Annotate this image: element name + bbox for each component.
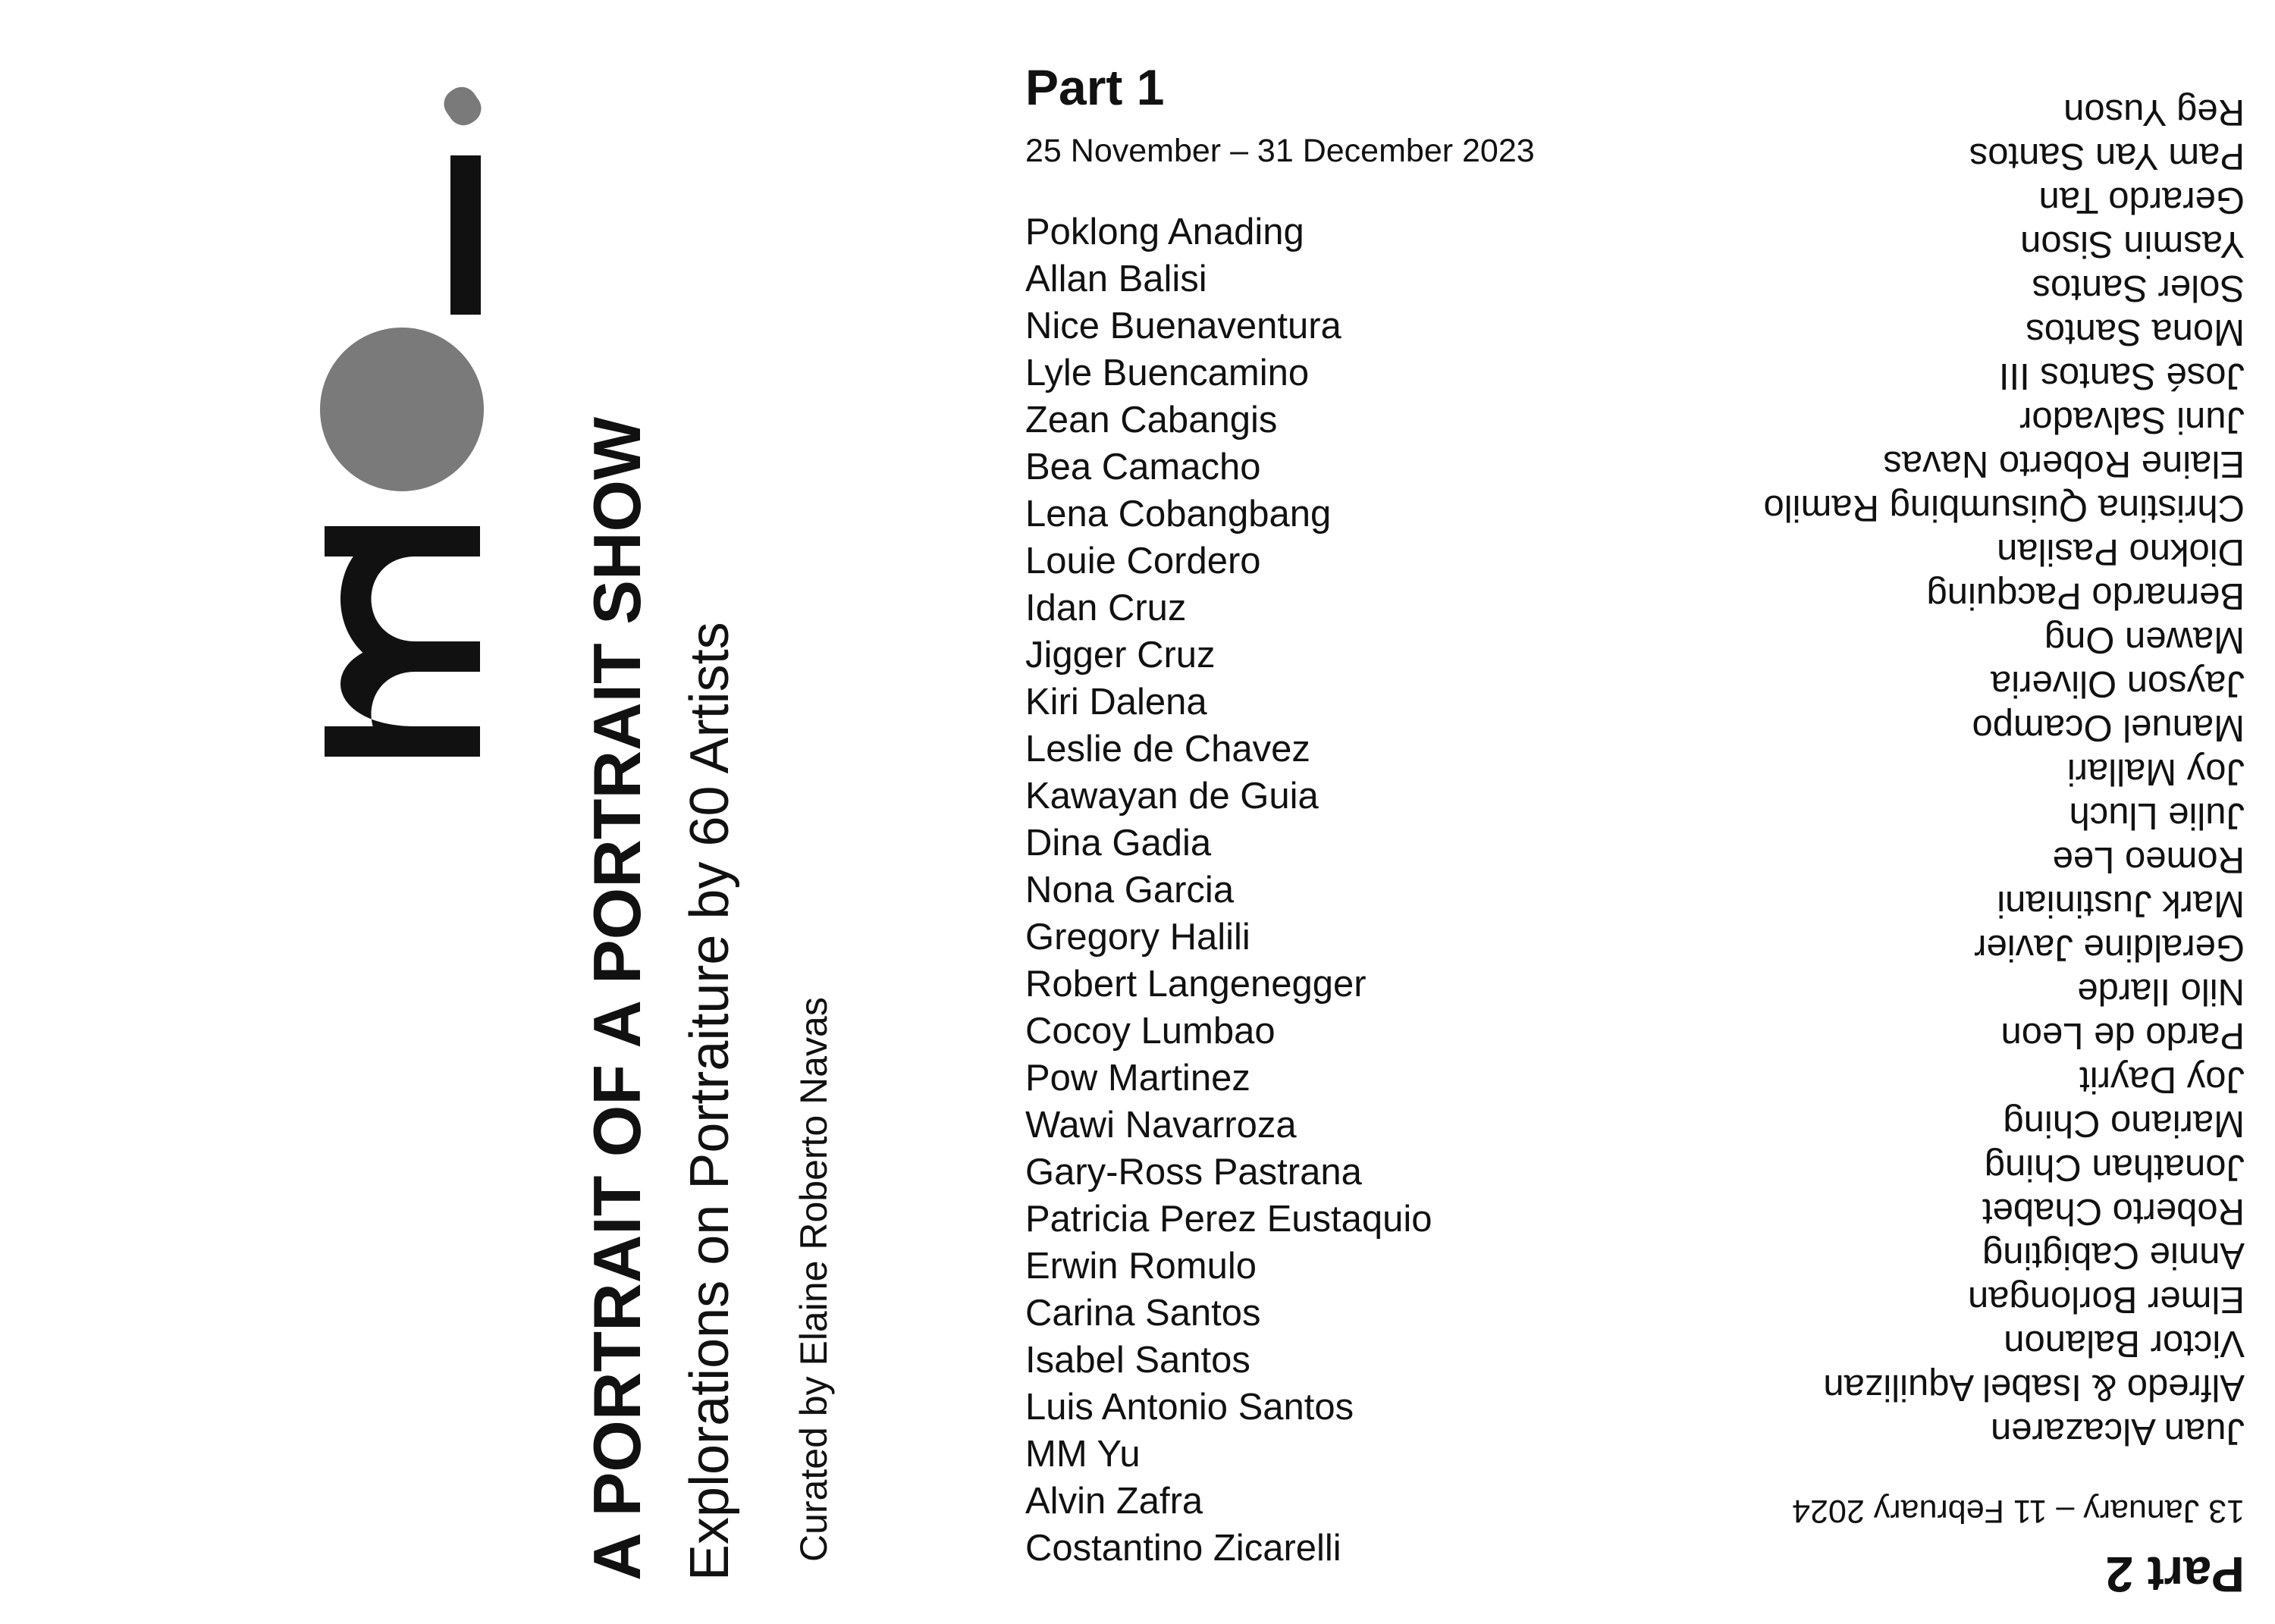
artist-name: Leslie de Chavez [1025,729,1310,770]
artist-name: Roberto Chabet [1982,1191,2245,1232]
artist-name: Carina Santos [1025,1293,1261,1334]
part2-heading: Part 2 [2105,1547,2245,1603]
artist-name: Soler Santos [2032,268,2245,309]
artist-name: Alfredo & Isabel Aquilizan [1823,1367,2245,1408]
artist-name: Jigger Cruz [1025,635,1216,676]
artist-name: Bernardo Pacquing [1926,575,2245,616]
artist-name: Gregory Halili [1025,917,1250,958]
artist-name: Nona Garcia [1025,870,1235,911]
part1-section [1025,59,1602,1572]
curator-credit: Curated by Elaine Roberto Navas [792,997,835,1562]
artist-name: José Santos III [1998,356,2245,397]
show-subtitle: Explorations on Portraiture by 60 Artists [679,622,740,1581]
artist-name: Romeo Lee [2052,839,2245,880]
logo-i-stem [450,155,481,315]
artist-name: Pow Martinez [1025,1058,1250,1099]
artist-name: Juni Salvador [2019,400,2245,440]
logo-m-letter [325,526,480,757]
show-title: A PORTRAIT OF A PORTRAIT SHOW [579,416,654,1581]
artist-name: Christina Quisumbing Ramilo [1763,488,2245,528]
artist-name: Julie Lluch [2069,795,2245,836]
part2-section [1577,61,2245,1603]
artist-name: Lyle Buencamino [1025,353,1310,393]
artist-name: Pam Yan Santos [1969,136,2245,177]
artist-name: Alvin Zafra [1025,1481,1203,1522]
artist-name: Victor Balanon [2004,1323,2245,1364]
artist-name: Costantino Zicarelli [1025,1528,1341,1569]
artist-name: Kiri Dalena [1025,682,1207,723]
artist-name: Bea Camacho [1025,447,1261,488]
artist-name: Zean Cabangis [1025,400,1278,440]
artist-name: Lena Cobangbang [1025,494,1332,535]
artist-name: Diokno Pasilan [1997,531,2245,572]
artist-name: Manuel Ocampo [1972,707,2245,748]
part2-dates: 13 January – 11 February 2024 [1792,1493,2245,1529]
artist-name: Annie Cabigting [1982,1235,2245,1276]
artist-name: Nilo Ilarde [2077,971,2245,1012]
artist-name: Joy Mallari [2066,751,2245,792]
artist-name: Erwin Romulo [1025,1246,1257,1287]
artist-name: Elmer Borlongan [1968,1279,2245,1320]
artist-name: Mariano Ching [2003,1103,2245,1144]
part2-artist-list [1577,90,2245,1453]
artist-name: Geraldine Javier [1974,927,2245,968]
artist-name: Poklong Anading [1025,212,1304,252]
artist-name: Wawi Navarroza [1025,1105,1297,1146]
part1-heading: Part 1 [1025,59,1165,115]
artist-name: Robert Langenegger [1025,964,1367,1005]
artist-name: Luis Antonio Santos [1025,1387,1354,1428]
artist-name: MM Yu [1025,1434,1141,1475]
artist-name: Isabel Santos [1025,1340,1250,1381]
artist-name: Allan Balisi [1025,259,1207,299]
artist-name: Reg Yuson [2063,92,2245,133]
artist-name: Nice Buenaventura [1025,306,1341,346]
artist-name: Louie Cordero [1025,541,1261,582]
artist-name: Cocoy Lumbao [1025,1011,1276,1052]
artist-name: Elaine Roberto Navas [1883,444,2245,484]
artist-name: Mona Santos [2026,312,2245,353]
artist-name: Joy Dayrit [2079,1059,2245,1100]
artist-name: Patricia Perez Eustaquio [1025,1199,1432,1240]
part1-dates: 25 November – 31 December 2023 [1025,133,1535,169]
artist-name: Jayson Oliveria [1991,663,2245,704]
artist-name: Jonathan Ching [1984,1147,2245,1188]
part1-artist-list [1025,208,1602,1572]
artist-name: Yasmin Sison [2020,224,2245,265]
artist-name: Gerardo Tan [2038,180,2245,221]
artist-name: Idan Cruz [1025,588,1187,629]
logo-i-dot [438,81,488,131]
artist-name: Mawen Ong [2044,619,2245,660]
artist-name: Kawayan de Guia [1025,776,1319,817]
artist-name: Dina Gadia [1025,823,1212,864]
artist-name: Mark Justiniani [1997,883,2245,924]
logo-dot [320,328,484,491]
artist-name: Pardo de Leon [2000,1015,2245,1056]
artist-name: Gary-Ross Pastrana [1025,1152,1362,1193]
artist-name: Juan Alcazaren [1990,1411,2245,1452]
